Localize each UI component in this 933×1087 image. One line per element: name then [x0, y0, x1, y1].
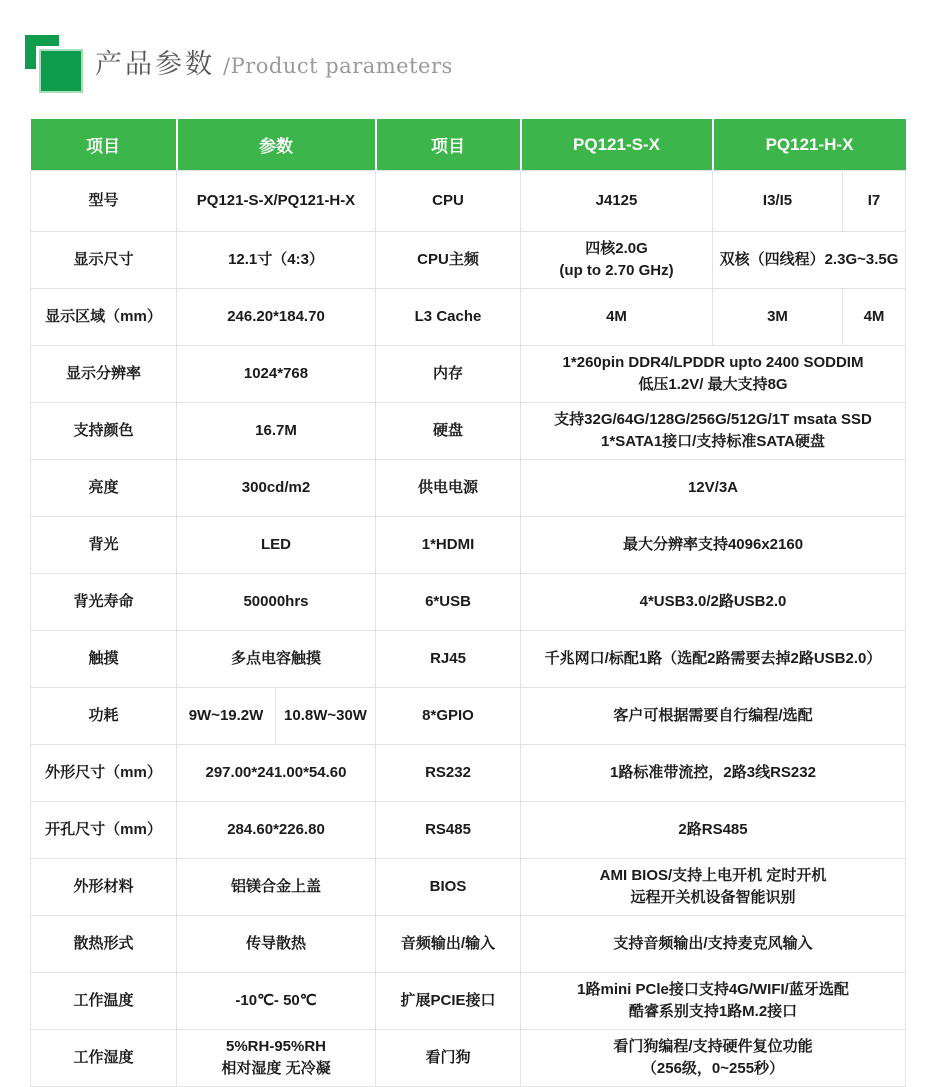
cell-line-2: 酷睿系别支持1路M.2接口	[628, 1003, 798, 1020]
table-row	[31, 631, 906, 688]
cell-value: 1路标准带流控，2路3线RS232	[521, 745, 906, 802]
page-title-group	[95, 42, 453, 81]
cell-value: 2路RS485	[521, 802, 906, 859]
cell-param-2: 10.8W~30W	[276, 688, 376, 745]
cell-item: 背光	[31, 517, 177, 574]
cell-param-1: 9W~19.2W	[177, 688, 276, 745]
cell-item2: RJ45	[376, 631, 521, 688]
table-row	[31, 346, 906, 403]
cell-param: 50000hrs	[177, 574, 376, 631]
cell-item2: 内存	[376, 346, 521, 403]
cell-param: PQ121-S-X/PQ121-H-X	[177, 171, 376, 232]
cell-param: 297.00*241.00*54.60	[177, 745, 376, 802]
table-row	[31, 289, 906, 346]
cell-item2: CPU	[376, 171, 521, 232]
cell-line-2: （256级，0~255秒）	[641, 1060, 785, 1077]
cell-sx-value	[521, 232, 713, 289]
cell-sx-value: 4M	[521, 289, 713, 346]
cell-item: 背光寿命	[31, 574, 177, 631]
header-item2-col: 项目	[376, 119, 521, 171]
brand-logo-icon	[25, 34, 85, 94]
cell-hx-value-1: I3/I5	[713, 171, 843, 232]
cell-item: 外形材料	[31, 859, 177, 916]
table-header-row	[31, 119, 906, 171]
table-row	[31, 745, 906, 802]
header-model-hx-col: PQ121-H-X	[713, 119, 906, 171]
table-row	[31, 973, 906, 1030]
cell-item2: RS485	[376, 802, 521, 859]
table-row	[31, 1030, 906, 1087]
cell-line-2: 1*SATA1接口/支持标准SATA硬盘	[601, 433, 825, 450]
cell-item2: L3 Cache	[376, 289, 521, 346]
cell-value	[521, 973, 906, 1030]
cell-hx-value-1: 3M	[713, 289, 843, 346]
cell-value	[521, 1030, 906, 1087]
cell-param: LED	[177, 517, 376, 574]
cell-line-2: (up to 2.70 GHz)	[559, 262, 674, 279]
cell-param: 铝镁合金上盖	[177, 859, 376, 916]
spec-table	[30, 119, 906, 1087]
page-title: 产品参数	[95, 49, 215, 80]
cell-param: 传导散热	[177, 916, 376, 973]
cell-value: 千兆网口/标配1路（选配2路需要去掉2路USB2.0）	[521, 631, 906, 688]
table-row	[31, 916, 906, 973]
cell-item: 型号	[31, 171, 177, 232]
cell-line-1: AMI BIOS/支持上电开机 定时开机	[599, 866, 827, 884]
cell-param: 300cd/m2	[177, 460, 376, 517]
header-param-col: 参数	[177, 119, 376, 171]
cell-value: 客户可根据需要自行编程/选配	[521, 688, 906, 745]
cell-line-1: 1*260pin DDR4/LPDDR upto 2400 SODDIM	[562, 353, 864, 371]
cell-item2: CPU主频	[376, 232, 521, 289]
cell-hx-value-2: I7	[843, 171, 906, 232]
page-subtitle: /Product parameters	[223, 54, 453, 78]
header-item-col: 项目	[31, 119, 177, 171]
logo-front-square	[39, 49, 83, 93]
cell-item2: 供电电源	[376, 460, 521, 517]
cell-value: 最大分辨率支持4096x2160	[521, 517, 906, 574]
cell-sx-value: J4125	[521, 171, 713, 232]
cell-line-2: 相对湿度 无冷凝	[221, 1060, 331, 1077]
cell-line-1: 看门狗编程/支持硬件复位功能	[613, 1037, 813, 1055]
table-row	[31, 688, 906, 745]
cell-item: 工作温度	[31, 973, 177, 1030]
cell-item: 亮度	[31, 460, 177, 517]
cell-item: 显示区域（mm）	[31, 289, 177, 346]
table-row	[31, 574, 906, 631]
table-row	[31, 403, 906, 460]
cell-param: 284.60*226.80	[177, 802, 376, 859]
cell-line-2: 远程开关机设备智能识别	[630, 889, 796, 906]
cell-item2: RS232	[376, 745, 521, 802]
table-row	[31, 859, 906, 916]
cell-value	[521, 346, 906, 403]
cell-param: 246.20*184.70	[177, 289, 376, 346]
table-row	[31, 232, 906, 289]
table-row	[31, 517, 906, 574]
cell-param: 12.1寸（4:3）	[177, 232, 376, 289]
cell-hx-value: 双核（四线程）2.3G~3.5G	[713, 232, 906, 289]
cell-value	[521, 403, 906, 460]
cell-item2: 硬盘	[376, 403, 521, 460]
table-row	[31, 460, 906, 517]
cell-item: 显示尺寸	[31, 232, 177, 289]
cell-item2: 8*GPIO	[376, 688, 521, 745]
cell-line-2: 低压1.2V/ 最大支持8G	[638, 376, 788, 393]
cell-item2: 扩展PCIE接口	[376, 973, 521, 1030]
cell-item: 散热形式	[31, 916, 177, 973]
cell-item: 外形尺寸（mm）	[31, 745, 177, 802]
cell-param: -10℃- 50℃	[177, 973, 376, 1030]
cell-item: 工作湿度	[31, 1030, 177, 1087]
cell-value	[521, 859, 906, 916]
cell-line-1: 5%RH-95%RH	[225, 1037, 327, 1055]
cell-item2: BIOS	[376, 859, 521, 916]
table-row	[31, 802, 906, 859]
cell-param	[177, 1030, 376, 1087]
cell-param: 多点电容触摸	[177, 631, 376, 688]
cell-hx-value-2: 4M	[843, 289, 906, 346]
table-row	[31, 171, 906, 232]
cell-value: 支持音频输出/支持麦克风输入	[521, 916, 906, 973]
cell-value: 4*USB3.0/2路USB2.0	[521, 574, 906, 631]
cell-line-1: 四核2.0G	[585, 239, 648, 257]
header-model-sx-col: PQ121-S-X	[521, 119, 713, 171]
cell-item: 支持颜色	[31, 403, 177, 460]
cell-item2: 看门狗	[376, 1030, 521, 1087]
cell-item: 触摸	[31, 631, 177, 688]
cell-param: 1024*768	[177, 346, 376, 403]
cell-item: 功耗	[31, 688, 177, 745]
cell-item2: 1*HDMI	[376, 517, 521, 574]
cell-param: 16.7M	[177, 403, 376, 460]
cell-line-1: 支持32G/64G/128G/256G/512G/1T msata SSD	[554, 410, 872, 428]
cell-item2: 音频输出/输入	[376, 916, 521, 973]
cell-value: 12V/3A	[521, 460, 906, 517]
cell-item2: 6*USB	[376, 574, 521, 631]
cell-item: 显示分辨率	[31, 346, 177, 403]
cell-line-1: 1路mini PCle接口支持4G/WIFI/蓝牙选配	[577, 980, 849, 998]
cell-item: 开孔尺寸（mm）	[31, 802, 177, 859]
